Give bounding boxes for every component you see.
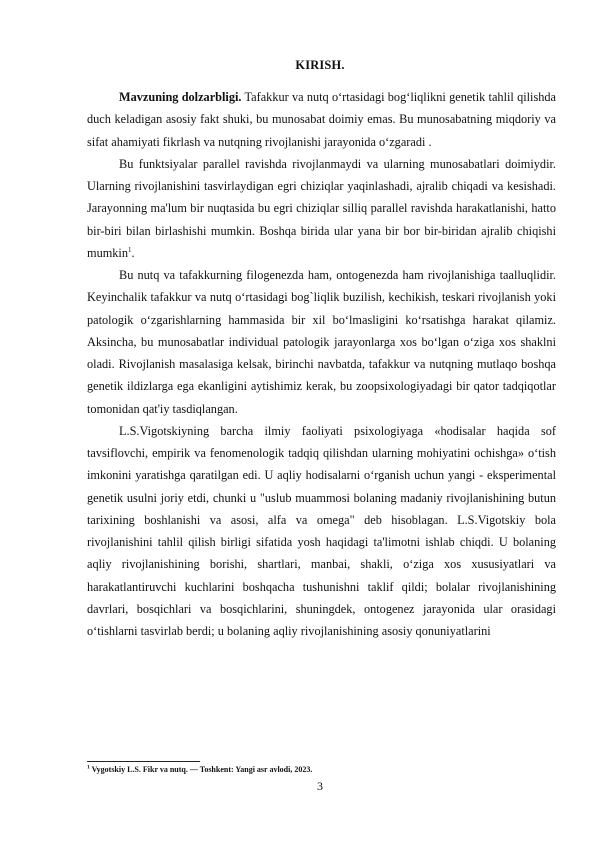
body-text — [87, 86, 556, 642]
paragraph-vygotsky — [87, 420, 556, 643]
paragraph-text: Tafakkur va nutq o‘rtasidagi bog‘liqlikni genetik tahlil qilishda duch keladigan asosiy fakt shuki, bu munosabat doimiy emas. Bu munosabatning miqdoriy va sifat ahamiyati fikrlash va nutqning rivojlanishi jarayonida o‘zgaradi . — [87, 90, 557, 149]
footnote-divider — [87, 761, 200, 762]
paragraph-lead: Mavzuning dolzarbligi. — [119, 90, 242, 104]
paragraph-functions — [87, 153, 556, 264]
paragraph-text: Bu funktsiyalar parallel ravishda rivojlanmaydi va ularning munosabatlari doimiydir. Ularning rivojlanishini tasvirlaydigan egri chiziqlar yaqinlashadi, ajralib chiqadi va kesishadi. Jarayonning ma'lum bir nuqtasida bu egri chiziqlar silliq parallel ravishda harakatlanishi, hatto bir-biri bilan birlashishi mumkin. Boshqa birida ular yana bir bor bir-biridan ajralib chiqishi mumkin — [87, 156, 556, 260]
page-number: 3 — [317, 779, 323, 793]
footnote — [87, 765, 556, 775]
footnote-text: Vygotskiy L.S. Fikr va nutq. — Toshkent: Yangi asr avlodi, 2023. — [89, 765, 313, 774]
paragraph-tail: . — [131, 245, 135, 260]
paragraph-text: L.S.Vigotskiyning barcha ilmiy faoliyati psixologiyaga «hodisalar haqida sof tavsiflovchi, empirik va fenomenologik tadqiq qilishdan ularning mohiyatini ochishga» o‘tish imkonini yaratishga qaratilgan edi. U aqliy hodisalarni o‘rganish uchun yangi - eksperimental genetik usulni joriy etdi, chunki u "uslub muammosi bolaning madaniy rivojlanishining butun tarixining boshlanishi va asosi, alfa va omega" deb hisoblagan. L.S.Vigotskiy bola rivojlanishini tahlil qilish birligi sifatida yosh haqidagi ta'limotni ishlab chiqdi. U bolaning aqliy rivojlanishining borishi, shartlari, manbai, shakli, o‘ziga xos xususiyatlari va harakatlantiruvchi kuchlarini boshqacha tushunishni taklif qildi; bolalar rivojlanishining davrlari, bosqichlari va bosqichlarini, shuningdek, ontogenez jarayonida ular orasidagi o‘tishlarni tasvirlab berdi; u bolaning aqliy rivojlanishining asosiy qonuniyatlarini — [87, 423, 556, 638]
page-title: KIRISH. — [295, 58, 345, 72]
paragraph-relevance — [87, 86, 556, 153]
paragraph-phylogenesis — [87, 264, 556, 420]
footnote-number: 1 — [87, 764, 90, 771]
footnote-reference[interactable]: 1 — [128, 245, 132, 254]
paragraph-text: Bu nutq va tafakkurning filogenezda ham, ontogenezda ham rivojlanishiga taalluqlidir. Keyinchalik tafakkur va nutq o‘rtasidagi bog`liqlik buzilish, kechikish, teskari rivojlanish yoki patologik o‘zgarishlarning hammasida bir xil bo‘lmasligini ko‘rsatishga harakat qilamiz. Aksincha, bu munosabatlar individual patologik jarayonlarga xos bo‘lgan o‘ziga xos shaklni oladi. Rivojlanish masalasiga kelsak, birinchi navbatda, tafakkur va nutqning mutlaqo boshqa genetik ildizlarga ega ekanligini aytishimiz kerak, bu zoopsixologiyadagi bir qator tadqiqotlar tomonidan qat'iy tasdiqlangan. — [87, 268, 556, 416]
